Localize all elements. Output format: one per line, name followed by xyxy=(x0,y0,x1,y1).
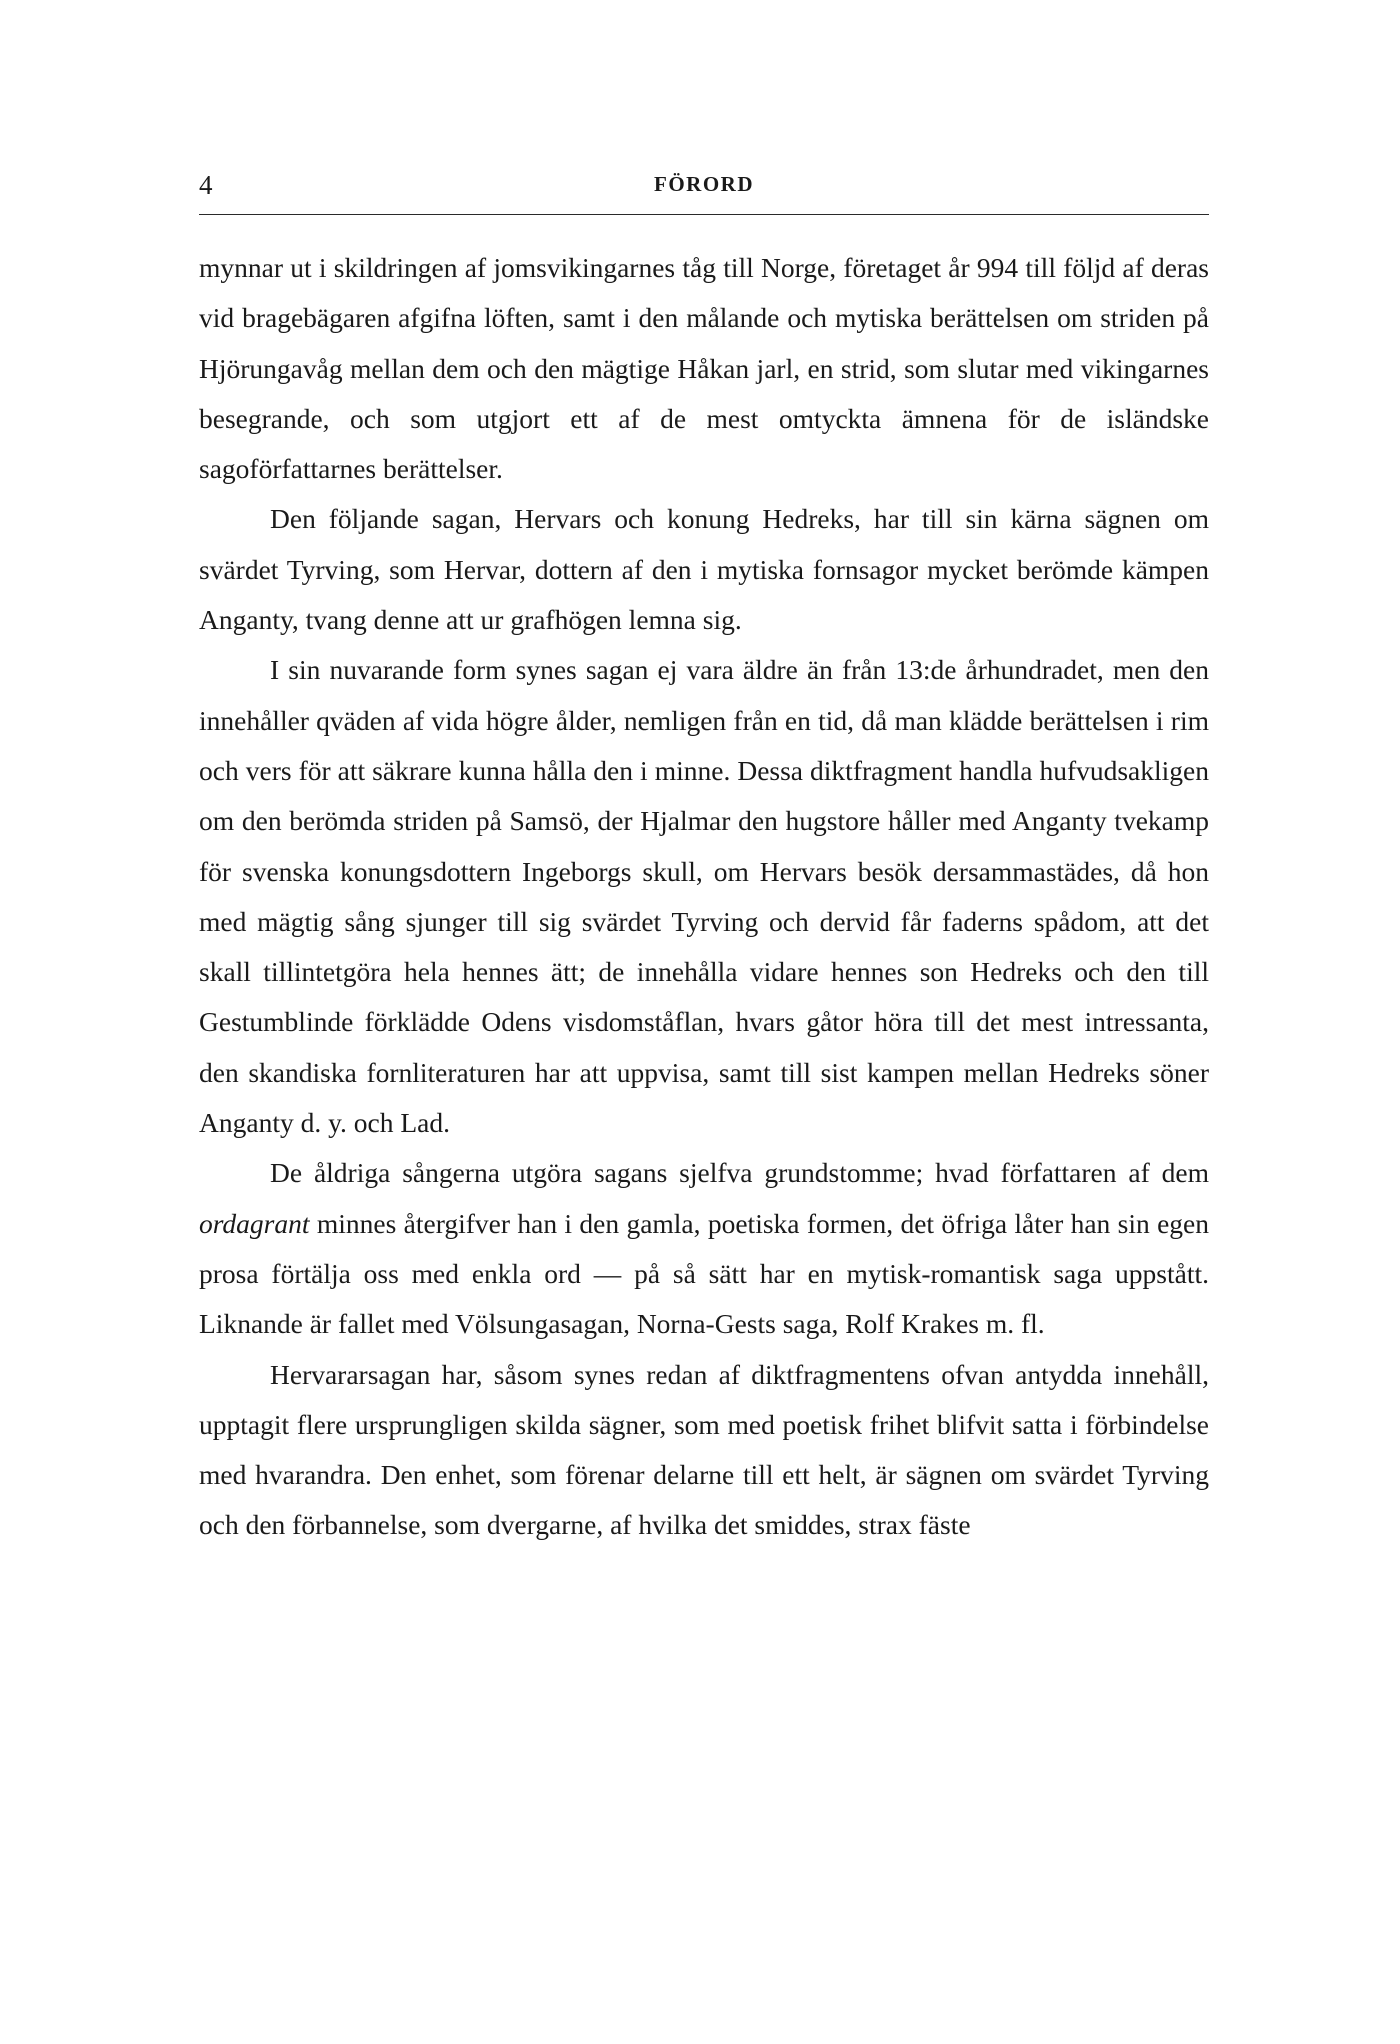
paragraph-1: mynnar ut i skildringen af jomsvikingarnes tåg till Norge, företaget år 994 till följd af deras vid bragebägaren afgifna löften, samt i den målande och mytiska berättelsen om striden på Hjörungavåg mellan dem och den mägtige Håkan jarl, en strid, som slutar med vikingarnes besegrande, och som utgjort ett af de mest omtyckta ämnena för de isländske sagoförfattarnes berättelser. xyxy=(199,252,1209,485)
paragraph-4 xyxy=(199,1148,1209,1349)
running-head xyxy=(199,170,1209,206)
body-text xyxy=(199,243,1209,1551)
paragraph-5: Hervararsagan har, såsom synes redan af diktfragmentens ofvan antydda innehåll, upptagit flere ursprungligen skilda sägner, som med poetisk frihet blifvit satta i förbindelse med hvarandra. Den enhet, som förenar delarne till ett helt, är sägnen om svärdet Tyrving och den förbannelse, som dvergarne, af hvilka det smiddes, strax fäste xyxy=(199,1358,1209,1541)
italic-word: ordagrant xyxy=(199,1207,310,1239)
paragraph-2: Den följande sagan, Hervars och konung Hedreks, har till sin kärna sägnen om svärdet Tyrving, som Hervar, dottern af den i mytiska fornsagor mycket berömde kämpen Anganty, tvang denne att ur grafhögen lemna sig. xyxy=(199,503,1209,636)
header-rule xyxy=(199,214,1209,215)
page-number: 4 xyxy=(199,170,213,200)
paragraph-4-end: minnes återgifver han i den gamla, poetiska formen, det öfriga låter han sin egen prosa förtälja oss med enkla ord — på så sätt har en mytisk-romantisk saga uppstått. Liknande är fallet med Völsungasagan, Norna-Gests saga, Rolf Krakes m. fl. xyxy=(199,1207,1209,1340)
paragraph-4-start: De åldriga sångerna utgöra sagans sjelfva grundstomme; hvad författaren af dem xyxy=(270,1157,1209,1189)
paragraph-3: I sin nuvarande form synes sagan ej vara äldre än från 13:de århundradet, men den innehåller qväden af vida högre ålder, nemligen från en tid, då man klädde berättelsen i rim och vers för att säkrare kunna hålla den i minne. Dessa diktfragment handla hufvudsakligen om den berömda striden på Samsö, der Hjalmar den hugstore håller med Anganty tvekamp för svenska konungsdottern Ingeborgs skull, om Hervars besök dersammastädes, då hon med mägtig sång sjunger till sig svärdet Tyrving och dervid får faderns spådom, att det skall tillintetgöra hela hennes ätt; de innehålla vidare hennes son Hedreks och den till Gestumblinde förklädde Odens visdomståflan, hvars gåtor höra till det mest intressanta, den skandiska fornliteraturen har att uppvisa, samt till sist kampen mellan Hedreks söner Anganty d. y. och Lad. xyxy=(199,654,1209,1139)
running-title: FÖRORD xyxy=(654,172,754,196)
